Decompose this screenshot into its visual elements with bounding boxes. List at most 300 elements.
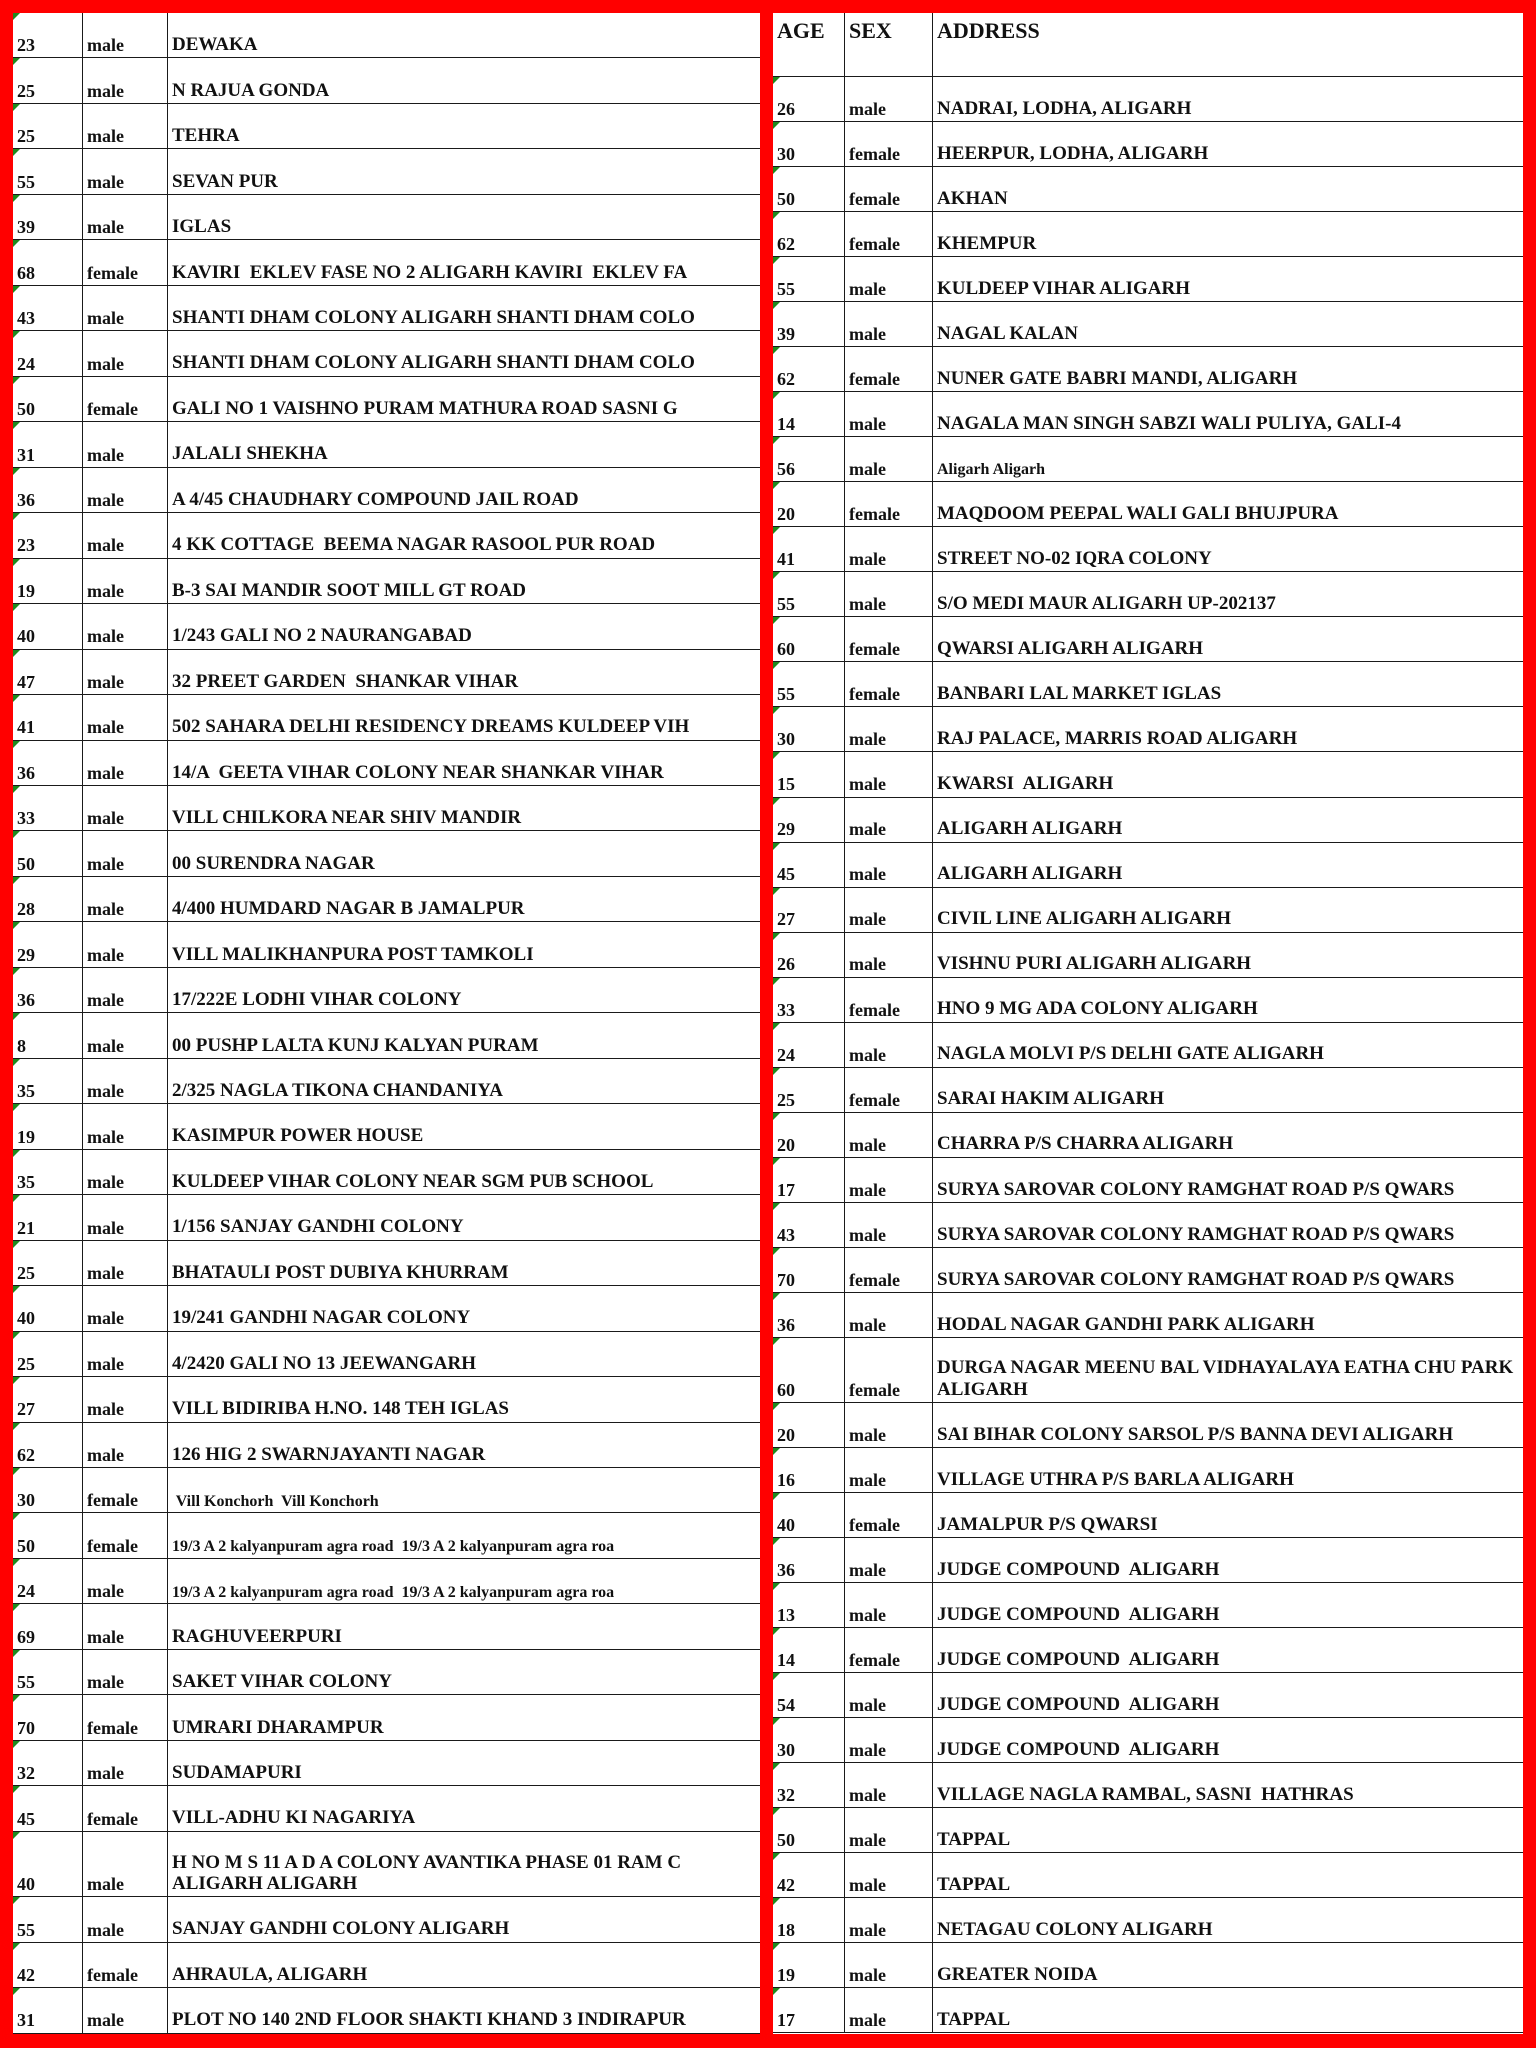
cell-marker-icon — [13, 877, 20, 884]
sex-cell: male — [845, 1583, 933, 1627]
table-row — [13, 104, 760, 149]
age-cell: 55 — [773, 662, 845, 706]
sex-cell: male — [83, 331, 168, 375]
age-cell: 31 — [13, 422, 83, 466]
sex-column-header: SEX — [845, 13, 933, 76]
table-row — [13, 1059, 760, 1104]
table-row — [773, 1718, 1523, 1763]
sex-cell: male — [83, 149, 168, 193]
cell-marker-icon — [13, 1059, 20, 1066]
cell-marker-icon — [773, 1203, 780, 1210]
sex-cell: male — [83, 13, 168, 57]
address-cell: 4 KK COTTAGE BEEMA NAGAR RASOOL PUR ROAD — [172, 534, 656, 556]
left-records-table — [13, 13, 760, 2034]
table-row — [773, 572, 1523, 617]
age-cell: 55 — [13, 149, 83, 193]
age-cell: 69 — [13, 1604, 83, 1648]
cell-marker-icon — [773, 1538, 780, 1545]
age-cell: 35 — [13, 1150, 83, 1194]
sex-cell: female — [83, 377, 168, 421]
address-cell: KASIMPUR POWER HOUSE — [172, 1125, 424, 1147]
table-row — [13, 650, 760, 695]
table-row — [13, 240, 760, 285]
sex-cell: male — [83, 58, 168, 102]
cell-marker-icon — [773, 707, 780, 714]
cell-marker-icon — [773, 302, 780, 309]
address-cell: RAGHUVEERPURI — [172, 1625, 342, 1647]
address-cell: KULDEEP VIHAR COLONY NEAR SGM PUB SCHOOL — [172, 1170, 654, 1192]
sex-cell: male — [83, 513, 168, 557]
address-cell: GALI NO 1 VAISHNO PURAM MATHURA ROAD SASNI G — [172, 397, 678, 419]
age-cell: 24 — [13, 1559, 83, 1603]
sex-cell: female — [845, 1338, 933, 1402]
sex-cell: male — [83, 1832, 168, 1896]
age-cell: 50 — [13, 831, 83, 875]
age-cell: 24 — [773, 1023, 845, 1067]
table-row — [13, 1195, 760, 1240]
cell-marker-icon — [13, 1468, 20, 1475]
table-row — [13, 468, 760, 513]
sex-cell: male — [845, 1203, 933, 1247]
address-cell: KWARSI ALIGARH — [937, 773, 1114, 795]
age-cell: 55 — [773, 257, 845, 301]
address-cell: MAQDOOM PEEPAL WALI GALI BHUJPURA — [937, 503, 1339, 525]
table-row — [13, 1377, 760, 1422]
age-cell: 36 — [13, 741, 83, 785]
address-cell: A 4/45 CHAUDHARY COMPOUND JAIL ROAD — [172, 488, 579, 510]
sex-cell: female — [845, 1493, 933, 1537]
sex-cell: male — [83, 1741, 168, 1785]
address-cell: 17/222E LODHI VIHAR COLONY — [172, 989, 462, 1011]
table-row — [13, 1897, 760, 1942]
cell-marker-icon — [13, 1377, 20, 1384]
table-row — [773, 1628, 1523, 1673]
address-cell: 19/241 GANDHI NAGAR COLONY — [172, 1307, 471, 1329]
sex-cell: male — [845, 392, 933, 436]
address-cell: BANBARI LAL MARKET IGLAS — [937, 683, 1222, 705]
age-cell: 23 — [13, 513, 83, 557]
address-cell: VILLAGE NAGLA RAMBAL, SASNI HATHRAS — [937, 1783, 1354, 1805]
sex-cell: male — [83, 831, 168, 875]
cell-marker-icon — [773, 1023, 780, 1030]
address-cell: 32 PREET GARDEN SHANKAR VIHAR — [172, 670, 519, 692]
age-cell: 70 — [13, 1695, 83, 1739]
address-cell: TAPPAL — [937, 1828, 1011, 1850]
address-cell: RAJ PALACE, MARRIS ROAD ALIGARH — [937, 728, 1298, 750]
cell-marker-icon — [13, 922, 20, 929]
age-cell: 19 — [773, 1943, 845, 1987]
address-cell: VISHNU PURI ALIGARH ALIGARH — [937, 953, 1252, 975]
cell-marker-icon — [773, 617, 780, 624]
table-row — [773, 888, 1523, 933]
table-row — [13, 1513, 760, 1558]
address-cell: 1/243 GALI NO 2 NAURANGABAD — [172, 625, 472, 647]
table-row — [13, 1832, 760, 1897]
age-cell: 50 — [13, 377, 83, 421]
sex-cell: male — [83, 1423, 168, 1467]
sex-cell: female — [845, 122, 933, 166]
address-cell: PLOT NO 140 2ND FLOOR SHAKTI KHAND 3 INDIRAPUR — [172, 2009, 686, 2031]
sex-cell: male — [83, 1286, 168, 1330]
sex-cell: male — [845, 1673, 933, 1717]
address-cell: NADRAI, LODHA, ALIGARH — [937, 97, 1192, 119]
address-cell: HEERPUR, LODHA, ALIGARH — [937, 142, 1209, 164]
cell-marker-icon — [773, 1403, 780, 1410]
sex-cell: male — [83, 877, 168, 921]
address-cell: VILL-ADHU KI NAGARIYA — [172, 1807, 416, 1829]
address-cell: JUDGE COMPOUND ALIGARH — [937, 1738, 1220, 1760]
age-cell: 27 — [773, 888, 845, 932]
table-row — [773, 1763, 1523, 1808]
table-row — [773, 1293, 1523, 1338]
table-row — [13, 377, 760, 422]
address-cell: IGLAS — [172, 216, 232, 238]
table-row — [13, 1559, 760, 1604]
address-cell: 126 HIG 2 SWARNJAYANTI NAGAR — [172, 1443, 486, 1465]
cell-marker-icon — [13, 240, 20, 247]
cell-marker-icon — [773, 257, 780, 264]
cell-marker-icon — [773, 122, 780, 129]
cell-marker-icon — [13, 1943, 20, 1950]
cell-marker-icon — [13, 1513, 20, 1520]
cell-marker-icon — [13, 1150, 20, 1157]
table-row — [13, 513, 760, 558]
sex-cell: female — [83, 1695, 168, 1739]
age-cell: 36 — [773, 1293, 845, 1337]
sex-cell: female — [83, 1513, 168, 1557]
table-row — [13, 1650, 760, 1695]
sex-cell: female — [845, 347, 933, 391]
table-row — [13, 13, 760, 58]
age-cell: 32 — [773, 1763, 845, 1807]
address-cell: SAI BIHAR COLONY SARSOL P/S BANNA DEVI ALIGARH — [937, 1423, 1454, 1445]
cell-marker-icon — [13, 1332, 20, 1339]
sex-cell: male — [83, 1559, 168, 1603]
age-cell: 24 — [13, 331, 83, 375]
sex-cell: male — [83, 1897, 168, 1941]
sex-cell: male — [83, 1059, 168, 1103]
address-cell: DEWAKA — [172, 34, 258, 56]
cell-marker-icon — [773, 392, 780, 399]
sex-cell: female — [83, 240, 168, 284]
table-row — [13, 1423, 760, 1468]
cell-marker-icon — [13, 377, 20, 384]
sex-cell: male — [83, 1104, 168, 1148]
address-cell: Aligarh Aligarh — [937, 461, 1046, 479]
table-row — [13, 968, 760, 1013]
age-cell: 25 — [773, 1068, 845, 1112]
table-row — [13, 1943, 760, 1988]
table-row — [13, 1286, 760, 1331]
address-cell: TAPPAL — [937, 1873, 1011, 1895]
sex-cell: male — [845, 888, 933, 932]
sex-cell: female — [83, 1943, 168, 1987]
sex-cell: male — [83, 468, 168, 512]
age-cell: 36 — [13, 968, 83, 1012]
cell-marker-icon — [773, 933, 780, 940]
cell-marker-icon — [773, 167, 780, 174]
age-cell: 25 — [13, 104, 83, 148]
age-cell: 17 — [773, 1988, 845, 2032]
sex-cell: male — [83, 604, 168, 648]
address-cell: N RAJUA GONDA — [172, 79, 330, 101]
address-cell: NUNER GATE BABRI MANDI, ALIGARH — [937, 367, 1298, 389]
address-cell: GREATER NOIDA — [937, 1964, 1098, 1986]
table-row — [773, 1023, 1523, 1068]
sex-cell: male — [845, 752, 933, 796]
address-cell: SURYA SAROVAR COLONY RAMGHAT ROAD P/S QWARS — [937, 1223, 1455, 1245]
cell-marker-icon — [13, 650, 20, 657]
sex-cell: male — [83, 1195, 168, 1239]
table-row — [13, 831, 760, 876]
table-row — [13, 1332, 760, 1377]
sex-cell: male — [845, 1113, 933, 1157]
address-cell: 1/156 SANJAY GANDHI COLONY — [172, 1216, 464, 1238]
sex-cell: male — [83, 695, 168, 739]
age-cell: 47 — [13, 650, 83, 694]
age-cell: 60 — [773, 1338, 845, 1402]
table-row — [773, 1203, 1523, 1248]
address-cell: B-3 SAI MANDIR SOOT MILL GT ROAD — [172, 579, 527, 601]
sex-cell: female — [845, 1248, 933, 1292]
cell-marker-icon — [773, 1583, 780, 1590]
cell-marker-icon — [13, 1897, 20, 1904]
cell-marker-icon — [13, 1786, 20, 1793]
cell-marker-icon — [13, 1741, 20, 1748]
sex-cell: female — [845, 1628, 933, 1672]
age-cell: 33 — [13, 786, 83, 830]
cell-marker-icon — [13, 604, 20, 611]
table-row — [773, 752, 1523, 797]
sex-cell: female — [845, 482, 933, 526]
sex-cell: male — [83, 286, 168, 330]
table-row — [13, 1741, 760, 1786]
table-header-row — [773, 13, 1523, 77]
age-cell: 54 — [773, 1673, 845, 1717]
address-cell: NAGLA MOLVI P/S DELHI GATE ALIGARH — [937, 1043, 1324, 1065]
sex-cell: male — [845, 707, 933, 751]
age-cell: 30 — [773, 1718, 845, 1762]
address-cell: 19/3 A 2 kalyanpuram agra road 19/3 A 2 kalyanpuram agra roa — [172, 1538, 615, 1556]
table-row — [773, 212, 1523, 257]
sex-cell: male — [83, 650, 168, 694]
table-row — [13, 195, 760, 240]
age-cell: 55 — [773, 572, 845, 616]
sex-cell: male — [83, 1377, 168, 1421]
address-cell: 19/3 A 2 kalyanpuram agra road 19/3 A 2 kalyanpuram agra roa — [172, 1583, 615, 1601]
address-cell: H NO M S 11 A D A COLONY AVANTIKA PHASE 01 RAM C ALIGARH ALIGARH — [172, 1851, 682, 1894]
age-cell: 33 — [773, 978, 845, 1022]
age-cell: 20 — [773, 482, 845, 526]
cell-marker-icon — [13, 968, 20, 975]
address-cell: 502 SAHARA DELHI RESIDENCY DREAMS KULDEEP VIH — [172, 716, 690, 738]
table-row — [773, 933, 1523, 978]
address-cell: SANJAY GANDHI COLONY ALIGARH — [172, 1918, 510, 1940]
table-row — [13, 331, 760, 376]
table-row — [773, 1338, 1523, 1403]
cell-marker-icon — [13, 559, 20, 566]
left-table-panel — [13, 13, 760, 2034]
table-row — [773, 1583, 1523, 1628]
table-row — [773, 392, 1523, 437]
sex-cell: male — [83, 1650, 168, 1694]
address-cell: KAVIRI EKLEV FASE NO 2 ALIGARH KAVIRI EKLEV FA — [172, 261, 688, 283]
age-cell: 27 — [13, 1377, 83, 1421]
table-row — [773, 527, 1523, 572]
table-row — [13, 149, 760, 194]
address-cell: AKHAN — [937, 187, 1008, 209]
cell-marker-icon — [13, 1988, 20, 1995]
cell-marker-icon — [773, 1763, 780, 1770]
table-row — [773, 1673, 1523, 1718]
address-cell: CHARRA P/S CHARRA ALIGARH — [937, 1133, 1234, 1155]
sex-cell: female — [845, 167, 933, 211]
cell-marker-icon — [13, 1423, 20, 1430]
cell-marker-icon — [13, 1650, 20, 1657]
table-row — [13, 58, 760, 103]
sex-cell: male — [845, 1808, 933, 1852]
age-cell: 29 — [773, 798, 845, 842]
right-records-table — [773, 13, 1523, 2034]
address-cell: UMRARI DHARAMPUR — [172, 1716, 384, 1738]
age-cell: 19 — [13, 559, 83, 603]
cell-marker-icon — [13, 331, 20, 338]
address-cell: NETAGAU COLONY ALIGARH — [937, 1919, 1213, 1941]
table-row — [13, 1988, 760, 2033]
age-cell: 42 — [13, 1943, 83, 1987]
sex-cell: male — [83, 968, 168, 1012]
table-row — [773, 1538, 1523, 1583]
age-cell: 45 — [773, 843, 845, 887]
cell-marker-icon — [773, 978, 780, 985]
table-row — [13, 1150, 760, 1195]
table-row — [773, 1853, 1523, 1898]
cell-marker-icon — [13, 58, 20, 65]
age-cell: 60 — [773, 617, 845, 661]
sex-cell: male — [845, 257, 933, 301]
sex-cell: female — [845, 617, 933, 661]
age-cell: 21 — [13, 1195, 83, 1239]
age-cell: 55 — [13, 1897, 83, 1941]
age-cell: 41 — [773, 527, 845, 571]
sex-cell: male — [845, 1943, 933, 1987]
age-cell: 25 — [13, 1332, 83, 1376]
sex-cell: male — [83, 559, 168, 603]
table-row — [773, 77, 1523, 122]
sex-cell: female — [83, 1468, 168, 1512]
table-row — [773, 617, 1523, 662]
address-column-header: ADDRESS — [937, 18, 1040, 43]
sex-cell: male — [83, 786, 168, 830]
cell-marker-icon — [773, 1808, 780, 1815]
cell-marker-icon — [13, 1013, 20, 1020]
cell-marker-icon — [773, 482, 780, 489]
sex-cell: female — [845, 212, 933, 256]
age-cell: 42 — [773, 1853, 845, 1897]
sex-cell: male — [845, 1023, 933, 1067]
cell-marker-icon — [13, 149, 20, 156]
age-cell: 15 — [773, 752, 845, 796]
sex-cell: male — [845, 572, 933, 616]
cell-marker-icon — [773, 347, 780, 354]
address-cell: S/O MEDI MAUR ALIGARH UP-202137 — [937, 593, 1276, 615]
address-cell: SHANTI DHAM COLONY ALIGARH SHANTI DHAM COLO — [172, 352, 695, 374]
cell-marker-icon — [773, 1068, 780, 1075]
address-cell: JUDGE COMPOUND ALIGARH — [937, 1558, 1220, 1580]
address-cell: SARAI HAKIM ALIGARH — [937, 1088, 1164, 1110]
sex-cell: female — [845, 978, 933, 1022]
cell-marker-icon — [773, 843, 780, 850]
table-row — [773, 1248, 1523, 1293]
cell-marker-icon — [773, 437, 780, 444]
cell-marker-icon — [13, 1695, 20, 1702]
age-cell: 13 — [773, 1583, 845, 1627]
age-cell: 62 — [13, 1423, 83, 1467]
age-cell: 28 — [13, 877, 83, 921]
age-cell: 16 — [773, 1448, 845, 1492]
age-cell: 56 — [773, 437, 845, 481]
age-cell: 43 — [13, 286, 83, 330]
address-cell: 4/400 HUMDARD NAGAR B JAMALPUR — [172, 898, 525, 920]
age-cell: 26 — [773, 933, 845, 977]
sex-cell: male — [845, 1763, 933, 1807]
cell-marker-icon — [13, 1559, 20, 1566]
address-cell: CIVIL LINE ALIGARH ALIGARH — [937, 908, 1232, 930]
table-row — [773, 257, 1523, 302]
address-cell: SHANTI DHAM COLONY ALIGARH SHANTI DHAM COLO — [172, 307, 695, 329]
sex-cell: male — [845, 843, 933, 887]
address-cell: KULDEEP VIHAR ALIGARH — [937, 277, 1191, 299]
cell-marker-icon — [773, 1673, 780, 1680]
age-cell: 20 — [773, 1403, 845, 1447]
table-row — [773, 843, 1523, 888]
cell-marker-icon — [773, 752, 780, 759]
address-cell: ALIGARH ALIGARH — [937, 818, 1123, 840]
table-row — [773, 1113, 1523, 1158]
table-row — [13, 1604, 760, 1649]
cell-marker-icon — [773, 77, 780, 84]
address-cell: AHRAULA, ALIGARH — [172, 1963, 368, 1985]
cell-marker-icon — [773, 662, 780, 669]
sex-cell: male — [83, 104, 168, 148]
table-row — [773, 978, 1523, 1023]
cell-marker-icon — [13, 1286, 20, 1293]
table-row — [773, 1493, 1523, 1538]
age-cell: 35 — [13, 1059, 83, 1103]
cell-marker-icon — [13, 786, 20, 793]
sex-cell: male — [845, 1448, 933, 1492]
table-row — [773, 1068, 1523, 1113]
address-cell: JUDGE COMPOUND ALIGARH — [937, 1648, 1220, 1670]
sex-cell: male — [845, 798, 933, 842]
cell-marker-icon — [13, 286, 20, 293]
table-row — [773, 1158, 1523, 1203]
age-cell: 25 — [13, 1241, 83, 1285]
sex-cell: male — [83, 422, 168, 466]
table-row — [13, 1695, 760, 1740]
age-cell: 20 — [773, 1113, 845, 1157]
age-cell: 30 — [13, 1468, 83, 1512]
cell-marker-icon — [13, 195, 20, 202]
table-row — [13, 422, 760, 467]
table-row — [773, 707, 1523, 752]
address-cell: SEVAN PUR — [172, 170, 278, 192]
table-row — [13, 1468, 760, 1513]
age-cell: 40 — [13, 1286, 83, 1330]
address-cell: KHEMPUR — [937, 232, 1037, 254]
address-cell: JUDGE COMPOUND ALIGARH — [937, 1693, 1220, 1715]
table-row — [13, 877, 760, 922]
